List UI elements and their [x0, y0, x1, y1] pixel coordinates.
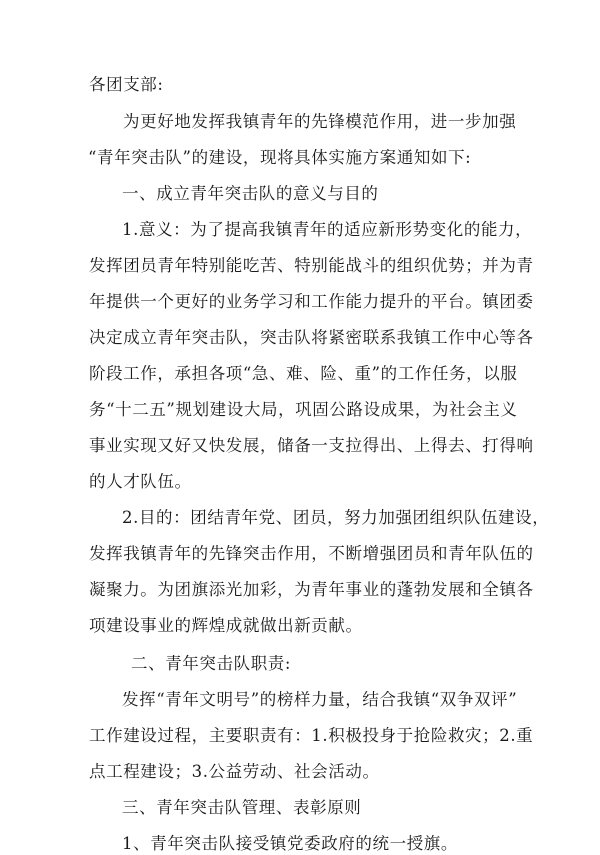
heading-section-2: 二、青年突击队职责:	[131, 654, 292, 673]
intro-line-2: “青年突击队”的建设，现将具体实施方案通知如下:	[88, 148, 472, 167]
para-purpose-line-3: 凝聚力。为团旗添光加彩，为青年事业的蓬勃发展和全镇各	[89, 580, 534, 599]
para-meaning-line-8: 的人才队伍。	[89, 472, 192, 491]
heading-section-3: 三、青年突击队管理、表彰原则	[122, 798, 362, 817]
para-management-line-1: 1、青年突击队接受镇党委政府的统一授旗。	[122, 834, 458, 853]
heading-section-1: 一、成立青年突击队的意义与目的	[122, 184, 379, 203]
para-meaning-line-3: 年提供一个更好的业务学习和工作能力提升的平台。镇团委	[89, 292, 534, 311]
para-duties-line-2: 工作建设过程，主要职责有：1.积极投身于抢险救灾；2.重	[89, 726, 534, 745]
salutation: 各团支部:	[89, 75, 164, 94]
para-meaning-line-5: 阶段工作，承担各项“急、难、险、重”的工作任务，以服	[89, 364, 518, 383]
para-meaning-line-7: 事业实现又好又快发展，储备一支拉得出、上得去、打得响	[89, 436, 534, 455]
intro-line-1: 为更好地发挥我镇青年的先锋模范作用，进一步加强	[123, 112, 517, 131]
para-purpose-line-2: 发挥我镇青年的先锋突击作用，不断增强团员和青年队伍的	[89, 544, 534, 563]
para-purpose-line-1: 2.目的：团结青年党、团员，努力加强团组织队伍建设，	[122, 508, 550, 527]
para-duties-line-3: 点工程建设；3.公益劳动、社会活动。	[89, 762, 380, 781]
para-duties-line-1: 发挥“青年文明号”的榜样力量，结合我镇“双争双评”	[122, 690, 518, 709]
para-meaning-line-4: 决定成立青年突击队，突击队将紧密联系我镇工作中心等各	[89, 328, 534, 347]
para-meaning-line-1: 1.意义：为了提高我镇青年的适应新形势变化的能力，	[122, 220, 533, 239]
para-purpose-line-4: 项建设事业的辉煌成就做出新贡献。	[89, 616, 363, 635]
para-meaning-line-2: 发挥团员青年特别能吃苦、特别能战斗的组织优势；并为青	[89, 256, 534, 275]
para-meaning-line-6: 务“十二五”规划建设大局，巩固公路设成果，为社会主义	[89, 400, 518, 419]
